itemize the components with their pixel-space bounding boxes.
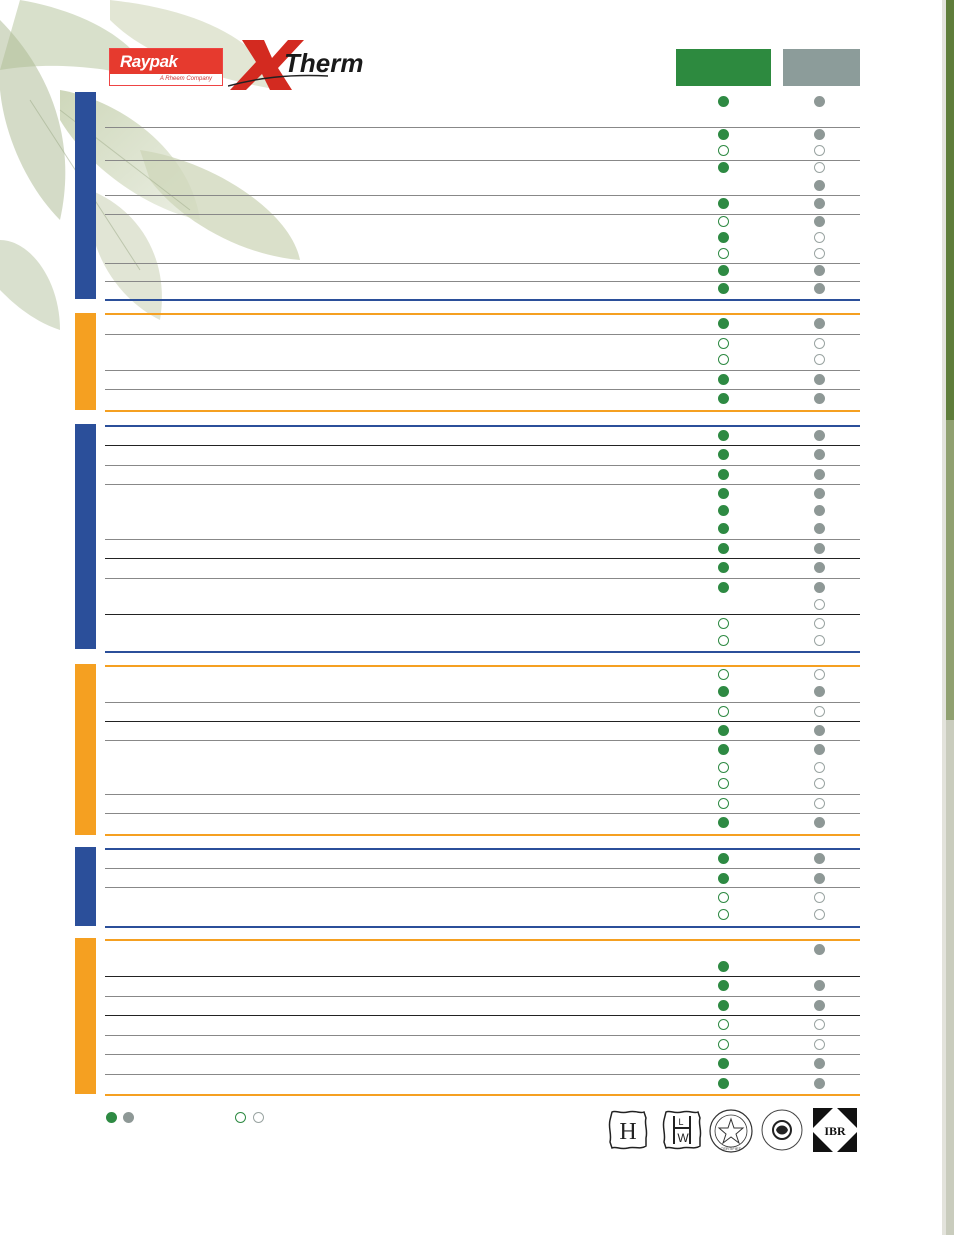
filled-gray-dot-icon bbox=[814, 430, 825, 441]
filled-gray-dot-icon bbox=[814, 265, 825, 276]
open-gray-dot-icon bbox=[814, 706, 825, 717]
open-green-dot-icon bbox=[718, 635, 729, 646]
row-divider bbox=[105, 1015, 860, 1016]
open-gray-dot-icon bbox=[814, 892, 825, 903]
filled-green-dot-icon bbox=[718, 744, 729, 755]
row-divider bbox=[105, 445, 860, 446]
filled-green-dot-icon bbox=[718, 1000, 729, 1011]
row-divider bbox=[105, 214, 860, 215]
filled-gray-dot-icon bbox=[814, 980, 825, 991]
filled-green-dot-icon bbox=[718, 505, 729, 516]
filled-green-dot-icon bbox=[718, 1078, 729, 1089]
row-divider bbox=[105, 281, 860, 282]
open-gray-dot-icon bbox=[814, 1039, 825, 1050]
open-green-dot-icon bbox=[718, 706, 729, 717]
row-divider bbox=[105, 263, 860, 264]
row-divider bbox=[105, 887, 860, 888]
open-green-dot-icon bbox=[718, 338, 729, 349]
row-divider bbox=[105, 834, 860, 836]
row-divider bbox=[105, 721, 860, 722]
csa-seal-icon bbox=[760, 1108, 804, 1152]
filled-gray-dot-icon bbox=[814, 283, 825, 294]
column-header-green bbox=[676, 49, 771, 86]
filled-gray-dot-icon bbox=[814, 725, 825, 736]
svg-text:IBR: IBR bbox=[824, 1124, 846, 1138]
filled-gray-dot-icon bbox=[814, 216, 825, 227]
open-green-dot-icon bbox=[718, 1039, 729, 1050]
section-bar-3 bbox=[75, 424, 96, 649]
row-divider bbox=[105, 996, 860, 997]
filled-green-dot-icon bbox=[718, 1058, 729, 1069]
filled-gray-dot-icon bbox=[814, 744, 825, 755]
filled-gray-dot-icon bbox=[814, 562, 825, 573]
filled-gray-dot-icon bbox=[814, 582, 825, 593]
row-divider bbox=[105, 740, 860, 741]
open-gray-dot-icon bbox=[814, 1019, 825, 1030]
filled-gray-dot-icon bbox=[814, 1058, 825, 1069]
row-divider bbox=[105, 939, 860, 941]
raypak-logo-name: Raypak bbox=[110, 49, 222, 74]
row-divider bbox=[105, 299, 860, 301]
filled-green-dot-icon bbox=[718, 961, 729, 972]
filled-gray-dot-icon bbox=[814, 944, 825, 955]
row-divider bbox=[105, 794, 860, 795]
filled-gray-dot-icon bbox=[814, 1000, 825, 1011]
filled-green-dot-icon bbox=[718, 543, 729, 554]
filled-gray-dot-icon bbox=[814, 543, 825, 554]
asme-h-stamp-icon bbox=[606, 1108, 650, 1152]
xtherm-logo-text: Therm bbox=[284, 48, 364, 78]
filled-gray-dot-icon bbox=[814, 318, 825, 329]
open-gray-dot-icon bbox=[814, 145, 825, 156]
row-divider bbox=[105, 702, 860, 703]
row-divider bbox=[105, 665, 860, 667]
filled-green-dot-icon bbox=[718, 873, 729, 884]
raypak-logo-tagline: A Rheem Company bbox=[159, 76, 212, 82]
open-green-dot-icon bbox=[718, 909, 729, 920]
open-gray-dot-icon bbox=[814, 232, 825, 243]
filled-green-dot-icon bbox=[718, 523, 729, 534]
open-gray-dot-icon bbox=[814, 798, 825, 809]
section-bar-6 bbox=[75, 938, 96, 1094]
row-divider bbox=[105, 410, 860, 412]
filled-gray-dot-icon bbox=[814, 686, 825, 697]
filled-green-dot-icon bbox=[718, 562, 729, 573]
filled-green-dot-icon bbox=[718, 129, 729, 140]
section-bar-1 bbox=[75, 92, 96, 299]
filled-gray-dot-icon bbox=[814, 488, 825, 499]
filled-green-dot-icon bbox=[718, 582, 729, 593]
row-divider bbox=[105, 813, 860, 814]
row-divider bbox=[105, 160, 860, 161]
row-divider bbox=[105, 868, 860, 869]
filled-green-dot-icon bbox=[718, 393, 729, 404]
open-green-dot-icon bbox=[718, 892, 729, 903]
svg-text:CERTIFIED: CERTIFIED bbox=[720, 1146, 742, 1151]
filled-gray-dot-icon bbox=[814, 817, 825, 828]
row-divider bbox=[105, 651, 860, 653]
asme-hlw-stamp-icon bbox=[660, 1108, 704, 1152]
open-green-dot-icon bbox=[718, 762, 729, 773]
row-divider bbox=[105, 465, 860, 466]
row-divider bbox=[105, 127, 860, 128]
filled-green-dot-icon bbox=[718, 430, 729, 441]
open-green-dot-icon bbox=[718, 145, 729, 156]
filled-gray-dot-icon bbox=[814, 469, 825, 480]
row-divider bbox=[105, 425, 860, 427]
row-divider bbox=[105, 539, 860, 540]
filled-gray-dot-icon bbox=[814, 505, 825, 516]
open-green-dot-icon bbox=[718, 248, 729, 259]
filled-green-dot-icon bbox=[106, 1112, 117, 1123]
open-green-dot-icon bbox=[718, 778, 729, 789]
open-gray-dot-icon bbox=[814, 762, 825, 773]
row-divider bbox=[105, 1035, 860, 1036]
open-gray-dot-icon bbox=[814, 669, 825, 680]
raypak-logo bbox=[109, 48, 223, 86]
filled-green-dot-icon bbox=[718, 449, 729, 460]
filled-green-dot-icon bbox=[718, 96, 729, 107]
filled-green-dot-icon bbox=[718, 232, 729, 243]
open-gray-dot-icon bbox=[814, 162, 825, 173]
section-bar-5 bbox=[75, 847, 96, 926]
section-bar-4 bbox=[75, 664, 96, 835]
filled-gray-dot-icon bbox=[814, 96, 825, 107]
open-gray-dot-icon bbox=[814, 618, 825, 629]
filled-gray-dot-icon bbox=[814, 393, 825, 404]
row-divider bbox=[105, 370, 860, 371]
open-gray-dot-icon bbox=[814, 338, 825, 349]
row-divider bbox=[105, 334, 860, 335]
filled-gray-dot-icon bbox=[814, 873, 825, 884]
section-bar-2 bbox=[75, 313, 96, 410]
open-gray-dot-icon bbox=[814, 909, 825, 920]
nsf-certified-seal-icon bbox=[708, 1108, 754, 1154]
open-gray-dot-icon bbox=[814, 248, 825, 259]
row-divider bbox=[105, 976, 860, 977]
filled-gray-dot-icon bbox=[814, 523, 825, 534]
row-divider bbox=[105, 558, 860, 559]
open-green-dot-icon bbox=[235, 1112, 246, 1123]
open-green-dot-icon bbox=[718, 1019, 729, 1030]
open-green-dot-icon bbox=[718, 798, 729, 809]
row-divider bbox=[105, 1094, 860, 1096]
filled-green-dot-icon bbox=[718, 162, 729, 173]
row-divider bbox=[105, 1054, 860, 1055]
open-gray-dot-icon bbox=[253, 1112, 264, 1123]
ibr-mark-icon bbox=[813, 1108, 857, 1152]
row-divider bbox=[105, 848, 860, 850]
filled-green-dot-icon bbox=[718, 817, 729, 828]
svg-text:W: W bbox=[677, 1131, 689, 1145]
filled-gray-dot-icon bbox=[814, 198, 825, 209]
svg-text:L: L bbox=[678, 1117, 684, 1127]
open-gray-dot-icon bbox=[814, 635, 825, 646]
open-gray-dot-icon bbox=[814, 599, 825, 610]
filled-green-dot-icon bbox=[718, 469, 729, 480]
row-divider bbox=[105, 926, 860, 928]
svg-text:H: H bbox=[619, 1119, 637, 1145]
filled-green-dot-icon bbox=[718, 374, 729, 385]
filled-gray-dot-icon bbox=[814, 180, 825, 191]
filled-gray-dot-icon bbox=[814, 374, 825, 385]
page-edge-decoration bbox=[942, 0, 954, 1235]
filled-green-dot-icon bbox=[718, 980, 729, 991]
column-header-gray bbox=[783, 49, 860, 86]
row-divider bbox=[105, 1074, 860, 1075]
filled-green-dot-icon bbox=[718, 686, 729, 697]
filled-gray-dot-icon bbox=[814, 1078, 825, 1089]
filled-green-dot-icon bbox=[718, 725, 729, 736]
row-divider bbox=[105, 578, 860, 579]
filled-green-dot-icon bbox=[718, 318, 729, 329]
open-green-dot-icon bbox=[718, 669, 729, 680]
row-divider bbox=[105, 389, 860, 390]
open-green-dot-icon bbox=[718, 216, 729, 227]
open-gray-dot-icon bbox=[814, 354, 825, 365]
open-green-dot-icon bbox=[718, 618, 729, 629]
row-divider bbox=[105, 195, 860, 196]
filled-green-dot-icon bbox=[718, 198, 729, 209]
open-gray-dot-icon bbox=[814, 778, 825, 789]
filled-green-dot-icon bbox=[718, 853, 729, 864]
filled-gray-dot-icon bbox=[814, 449, 825, 460]
filled-green-dot-icon bbox=[718, 488, 729, 499]
row-divider bbox=[105, 614, 860, 615]
row-divider bbox=[105, 313, 860, 315]
filled-gray-dot-icon bbox=[814, 853, 825, 864]
filled-gray-dot-icon bbox=[123, 1112, 134, 1123]
filled-gray-dot-icon bbox=[814, 129, 825, 140]
open-green-dot-icon bbox=[718, 354, 729, 365]
row-divider bbox=[105, 484, 860, 485]
filled-green-dot-icon bbox=[718, 283, 729, 294]
filled-green-dot-icon bbox=[718, 265, 729, 276]
xtherm-logo bbox=[228, 38, 383, 92]
